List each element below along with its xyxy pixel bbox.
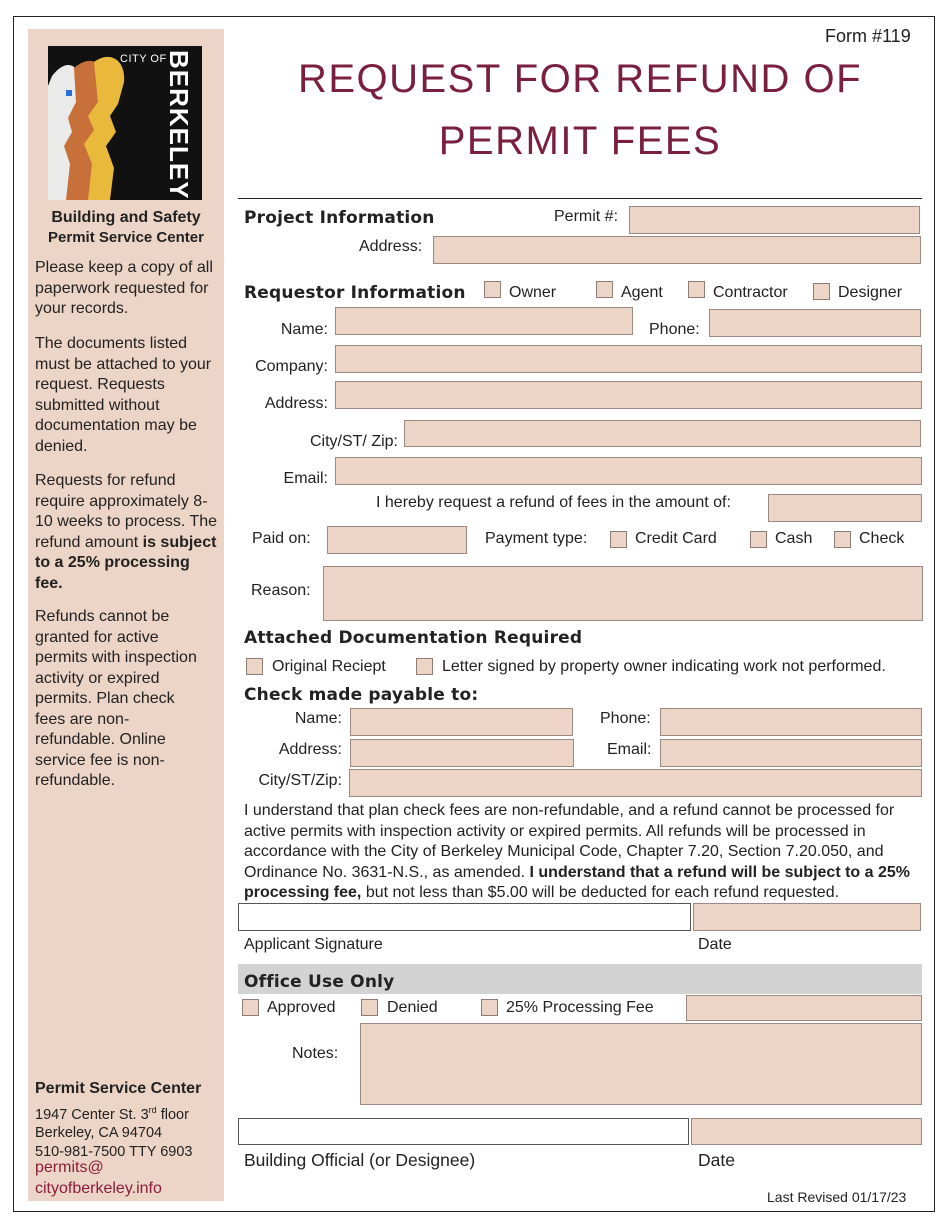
contact-email-link[interactable] <box>35 1158 162 1199</box>
documentation-heading: Attached Documentation Required <box>244 628 583 648</box>
denied-checkbox[interactable] <box>361 999 378 1016</box>
company-field[interactable] <box>335 345 922 373</box>
official-date-field[interactable] <box>691 1118 922 1145</box>
email-link-line-2[interactable]: cityofberkeley.info <box>35 1179 162 1197</box>
check-label: Check <box>859 530 905 547</box>
payable-heading: Check made payable to: <box>244 685 479 705</box>
credit-card-checkbox[interactable] <box>610 531 627 548</box>
department-line-1: Building and Safety <box>51 209 201 226</box>
payable-name-label: Name: <box>294 710 342 727</box>
processing-fee-text: is subject to a 25% processing fee. <box>35 533 217 592</box>
original-receipt-checkbox[interactable] <box>246 658 263 675</box>
permit-label: Permit #: <box>554 208 619 225</box>
office-use-heading: Office Use Only <box>244 972 395 992</box>
agent-label: Agent <box>621 284 663 301</box>
requestor-name-label: Name: <box>280 321 328 338</box>
contact-title: Permit Service Center <box>35 1080 202 1097</box>
contact-address: 1947 Center St. 3rd floor <box>35 1105 189 1123</box>
payable-phone-label: Phone: <box>600 710 651 727</box>
reason-field[interactable] <box>323 566 923 621</box>
requestor-email-field[interactable] <box>335 457 922 485</box>
owner-letter-checkbox[interactable] <box>416 658 433 675</box>
project-info-heading: Project Information <box>244 208 435 228</box>
payable-email-label: Email: <box>607 741 652 758</box>
paid-on-field[interactable] <box>327 526 467 554</box>
payable-phone-field[interactable] <box>660 708 922 736</box>
contractor-label: Contractor <box>713 284 788 301</box>
paid-on-label: Paid on: <box>252 530 311 547</box>
official-signature-field[interactable] <box>238 1118 689 1145</box>
logo-city-of: CITY OF <box>120 53 167 65</box>
designer-checkbox[interactable] <box>813 283 830 300</box>
official-signature-label: Building Official (or Designee) <box>244 1150 476 1170</box>
requestor-address-field[interactable] <box>335 381 922 409</box>
requestor-phone-field[interactable] <box>709 309 921 337</box>
contractor-checkbox[interactable] <box>688 281 705 298</box>
processing-fee-checkbox[interactable] <box>481 999 498 1016</box>
requestor-info-heading: Requestor Information <box>244 283 466 303</box>
statement-bold: I understand that a refund will be subject to a 25% processing fee, <box>244 863 911 901</box>
processing-fee-label: 25% Processing Fee <box>506 999 654 1016</box>
credit-card-label: Credit Card <box>635 530 717 547</box>
refund-amount-field[interactable] <box>768 494 922 522</box>
sidebar-note-refunds: Refunds cannot be granted for active permits with inspection activity or expired permits. Plan check fees are non-refundable. Online service fee is non-refundable. <box>35 608 197 789</box>
contact-info <box>35 1101 225 1161</box>
processing-fee-field[interactable] <box>686 995 922 1021</box>
title-line-2: PERMIT FEES <box>438 119 722 163</box>
cash-checkbox[interactable] <box>750 531 767 548</box>
denied-label: Denied <box>387 999 438 1016</box>
sidebar-note-documents: The documents listed must be attached to your request. Requests submitted without documentation may be denied. <box>35 335 212 455</box>
contact-phone: 510-981-7500 TTY 6903 <box>35 1143 193 1160</box>
project-address-field[interactable] <box>433 236 921 264</box>
owner-letter-label: Letter signed by property owner indicating work not performed. <box>442 658 886 675</box>
reason-label: Reason: <box>251 582 311 599</box>
project-address-label: Address: <box>359 238 423 255</box>
contact-city: Berkeley, CA 94704 <box>35 1125 163 1142</box>
payable-email-field[interactable] <box>660 739 922 767</box>
sidebar-note-copy: Please keep a copy of all paperwork requested for your records. <box>35 259 213 317</box>
refund-statement: I understand that plan check fees are non-refundable, and a refund cannot be processed for active permits with inspection activity or expired permits. All refunds will be processed in accordance with the City of Berkeley Municipal Code, Chapter 7.20, Section 7.20.050, and Ordinance No. 3631-N.S., as amended. I understand that a refund will be subject to a 25% processing fee, but not less than $5.00 will be deducted for each refund requested. <box>244 802 911 901</box>
applicant-date-field[interactable] <box>693 903 921 931</box>
requestor-phone-label: Phone: <box>649 321 700 338</box>
page-title <box>240 48 920 172</box>
requestor-address-label: Address: <box>264 395 328 412</box>
payable-name-field[interactable] <box>350 708 573 736</box>
applicant-signature-label: Applicant Signature <box>244 936 383 953</box>
requestor-city-label: City/ST/ Zip: <box>309 433 398 450</box>
payable-city-field[interactable] <box>349 769 922 797</box>
cash-label: Cash <box>775 530 813 547</box>
approved-label: Approved <box>267 999 336 1016</box>
check-checkbox[interactable] <box>834 531 851 548</box>
last-revised: Last Revised 01/17/23 <box>767 1189 907 1205</box>
department-name <box>28 208 224 248</box>
notes-field[interactable] <box>360 1023 922 1105</box>
designer-label: Designer <box>838 284 903 301</box>
applicant-date-label: Date <box>698 936 732 953</box>
email-link-line-1[interactable]: permits@ <box>35 1159 104 1176</box>
requestor-email-label: Email: <box>283 470 328 487</box>
company-label: Company: <box>255 358 328 375</box>
notes-label: Notes: <box>292 1045 339 1062</box>
logo-berkeley: BERKELEY <box>164 50 194 200</box>
requestor-name-field[interactable] <box>335 307 633 335</box>
header-divider <box>238 198 922 199</box>
original-receipt-label: Original Reciept <box>272 658 386 675</box>
form-number: Form #119 <box>825 26 911 46</box>
refund-amount-text: I hereby request a refund of fees in the amount of: <box>376 494 731 511</box>
city-logo <box>48 46 202 200</box>
payable-address-field[interactable] <box>350 739 574 767</box>
payable-city-label: City/ST/Zip: <box>258 772 342 789</box>
title-line-1: REQUEST FOR REFUND OF <box>297 57 863 101</box>
department-line-2: Permit Service Center <box>48 229 204 246</box>
processing-text: Requests for refund require approximately 8-10 weeks to process. The refund amount <box>35 472 218 551</box>
official-date-label: Date <box>698 1150 735 1170</box>
applicant-signature-field[interactable] <box>238 903 691 931</box>
requestor-city-field[interactable] <box>404 420 921 447</box>
permit-number-field[interactable] <box>629 206 920 234</box>
sidebar-note-processing <box>35 471 220 594</box>
payment-type-label: Payment type: <box>485 530 588 547</box>
payable-address-label: Address: <box>278 741 342 758</box>
owner-label: Owner <box>509 284 557 301</box>
agent-checkbox[interactable] <box>596 281 613 298</box>
owner-checkbox[interactable] <box>484 281 501 298</box>
approved-checkbox[interactable] <box>242 999 259 1016</box>
